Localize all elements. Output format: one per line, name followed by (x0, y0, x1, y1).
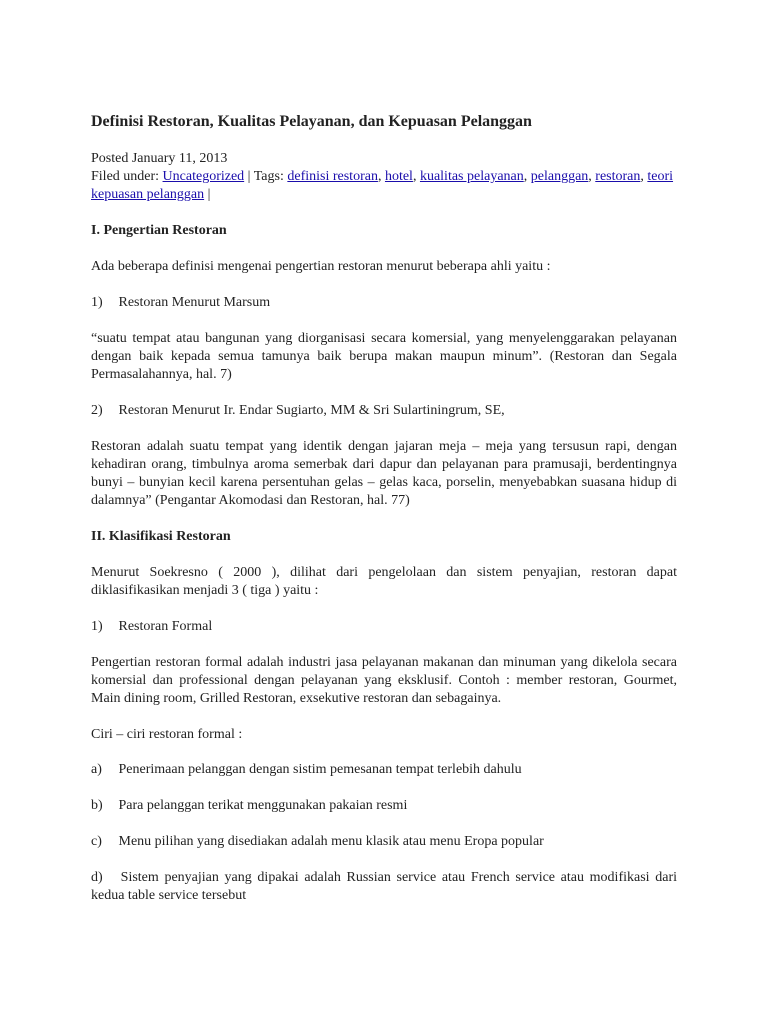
list-number: b) (91, 798, 103, 813)
section-heading: II. Klasifikasi Restoran (91, 529, 231, 544)
list-item (91, 869, 677, 905)
list-item-text: Restoran Menurut Ir. Endar Sugiarto, MM & Sri Sulartiningrum, SE, (118, 403, 505, 418)
paragraph: Menurut Soekresno ( 2000 ), dilihat dari pengelolaan dan sistem penyajian, restoran dapat diklasifikasikan menjadi 3 ( tiga ) yaitu : (91, 565, 677, 598)
list-item (91, 833, 677, 851)
list-item (91, 294, 677, 312)
list-item-text: Sistem penyajian yang dipakai adalah Russian service atau French service atau modifikasi dari kedua table service tersebut (91, 870, 677, 903)
list-item-text: Restoran Menurut Marsum (118, 295, 271, 310)
list-item (91, 797, 677, 815)
tag-link[interactable]: definisi restoran (287, 169, 378, 184)
quote-paragraph: Restoran adalah suatu tempat yang identik dengan jajaran meja – meja yang tersusun rapi, dengan kehadiran orang, timbulnya aroma semerbak dari dapur dan pelayanan para pramusaji, berdentingnya bunyi – bunyian kecil karena persentuhan gelas – gelas kaca, porselin, menyebabkan suasana hidup di dalamnya” (Pengantar Akomodasi dan Restoran, hal. 77) (91, 439, 677, 508)
tag-link[interactable]: kualitas pelayanan (419, 169, 524, 184)
list-item-text: Menu pilihan yang disediakan adalah menu klasik atau menu Eropa popular (118, 834, 544, 849)
separator: , (377, 169, 385, 184)
list-item (91, 618, 677, 636)
list-item (91, 402, 677, 420)
category-link[interactable]: Uncategorized (162, 169, 245, 184)
list-item-text: Penerimaan pelanggan dengan sistim pemesanan tempat terlebih dahulu (118, 762, 522, 777)
list-number: c) (91, 834, 102, 849)
paragraph: Ada beberapa definisi mengenai pengertian restoran menurut beberapa ahli yaitu : (91, 259, 551, 274)
separator: , (640, 169, 648, 184)
paragraph: Pengertian restoran formal adalah industri jasa pelayanan makanan dan minuman yang dikelola secara komersial dan professional dengan pelayanan yang eksklusif. Contoh : member restoran, Gourmet, Main dining room, Grilled Restoran, exsekutive restoran dan sebagainya. (91, 655, 677, 706)
post-title: Definisi Restoran, Kualitas Pelayanan, dan Kepuasan Pelanggan (91, 113, 532, 130)
separator: , (588, 169, 596, 184)
list-number: d) (91, 870, 103, 885)
tag-link[interactable]: teori kepuasan pelanggan (91, 169, 674, 202)
tags-label: | Tags: (244, 169, 288, 184)
tag-link[interactable]: restoran (595, 169, 641, 184)
list-item-text: Restoran Formal (118, 619, 213, 634)
list-number: a) (91, 762, 102, 777)
trailing-separator: | (204, 187, 211, 202)
tag-link[interactable]: hotel (384, 169, 413, 184)
list-item (91, 761, 677, 779)
tag-link[interactable]: pelanggan (530, 169, 589, 184)
quote-paragraph: “suatu tempat atau bangunan yang diorganisasi secara komersial, yang menyelenggarakan pelayanan dengan baik kepada semua tamunya baik berupa makan maupun minum”. (Restoran dan Segala Permasalahannya, hal. 7) (91, 331, 677, 382)
filed-under-label: Filed under: (91, 169, 163, 184)
list-item-text: Para pelanggan terikat menggunakan pakaian resmi (118, 798, 408, 813)
post-meta (91, 168, 677, 204)
list-number: 1) (91, 295, 103, 310)
list-number: 2) (91, 403, 103, 418)
separator: , (412, 169, 420, 184)
list-number: 1) (91, 619, 103, 634)
paragraph: Ciri – ciri restoran formal : (91, 727, 243, 742)
posted-date: Posted January 11, 2013 (91, 151, 228, 166)
separator: , (523, 169, 531, 184)
section-heading: I. Pengertian Restoran (91, 223, 227, 238)
